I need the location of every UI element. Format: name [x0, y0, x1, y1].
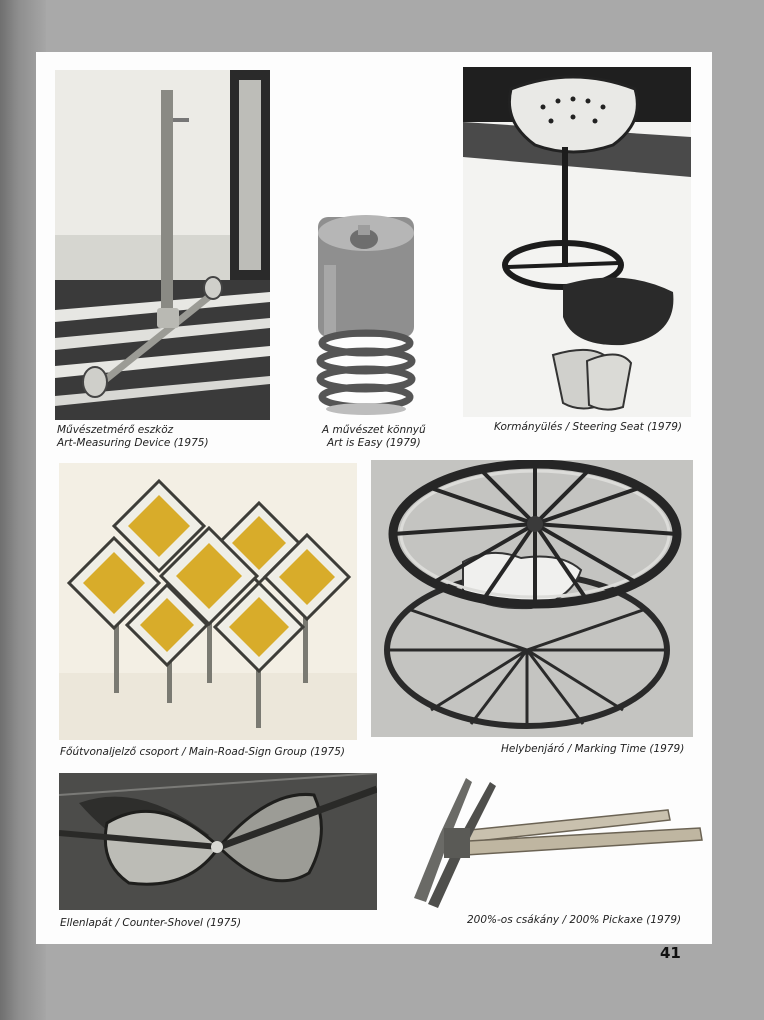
photo-steering-seat	[463, 67, 691, 417]
caption-art-measuring-device	[57, 424, 209, 450]
caption-english: Art is Easy (1979)	[326, 437, 421, 449]
caption-english: Art-Measuring Device (1975)	[57, 437, 209, 449]
photo-art-is-easy	[300, 205, 430, 420]
caption-main-road-sign-group: Főútvonaljelző csoport / Main-Road-Sign Group (1975)	[60, 746, 346, 758]
caption-art-is-easy	[322, 424, 426, 450]
caption-200-percent-pickaxe: 200%-os csákány / 200% Pickaxe (1979)	[467, 914, 682, 926]
caption-counter-shovel: Ellenlapát / Counter-Shovel (1975)	[60, 917, 242, 929]
photo-main-road-sign-group	[59, 463, 357, 740]
photo-counter-shovel	[59, 773, 377, 910]
caption-hungarian: Művészetmérő eszköz	[57, 424, 174, 436]
caption-marking-time: Helybenjáró / Marking Time (1979)	[501, 743, 685, 755]
caption-steering-seat: Kormányülés / Steering Seat (1979)	[494, 421, 683, 433]
photo-marking-time	[371, 460, 693, 737]
photo-200-percent-pickaxe	[408, 772, 706, 912]
page-number: 41	[660, 944, 681, 962]
photo-art-measuring-device	[55, 70, 270, 420]
caption-hungarian: A művészet könnyű	[322, 424, 426, 436]
